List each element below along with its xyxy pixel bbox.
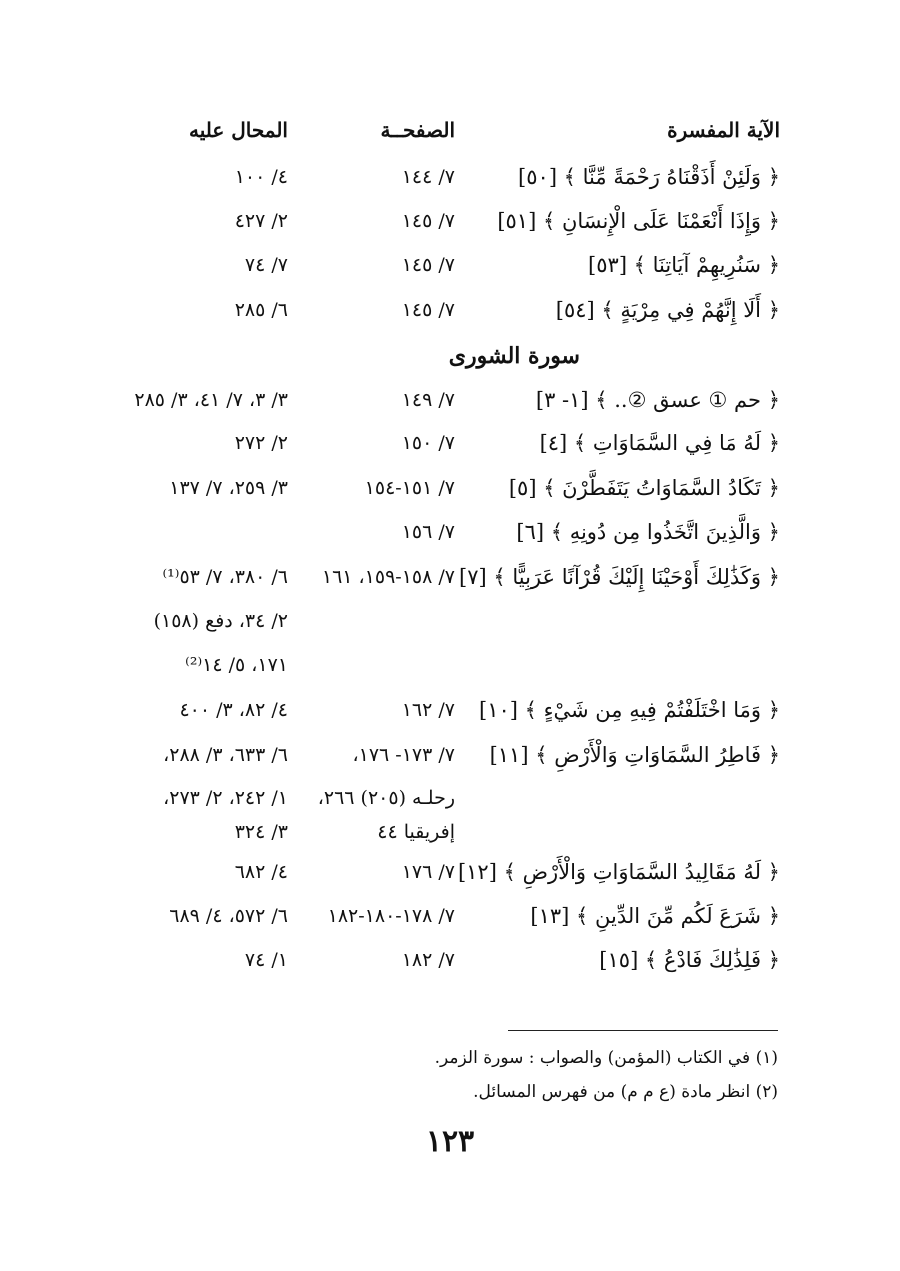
page-cell: ٧/ ١٥١-١٥٤ bbox=[364, 477, 455, 499]
footnote: (١) في الكتاب (المؤمن) والصواب : سورة الزمر. bbox=[434, 1048, 778, 1068]
verse-cell: ﴿ وَإِذَا أَنْعَمْنَا عَلَى الْإِنسَانِ ﴾ [٥١] bbox=[497, 209, 780, 233]
table-row bbox=[0, 735, 900, 775]
table-row bbox=[0, 468, 900, 508]
ref-cell: ٢/ ٤٢٧ bbox=[234, 210, 288, 232]
verse-cell: ﴿ تَكَادُ السَّمَاوَاتُ يَتَفَطَّرْنَ ﴾ [٥] bbox=[508, 476, 780, 500]
table-row bbox=[0, 812, 900, 852]
ref-cell bbox=[88, 512, 288, 552]
page-cell: ٧/ ١٧٦ bbox=[401, 861, 455, 883]
ref-cell: ٢/ ٢٧٢ bbox=[234, 432, 288, 454]
verse-cell bbox=[490, 812, 780, 852]
verse-cell: ﴿ فَاطِرُ السَّمَاوَاتِ وَالْأَرْضِ ﴾ [١١] bbox=[489, 743, 780, 767]
page-cell: ٧/ ١٨٢ bbox=[401, 949, 455, 971]
sura-heading bbox=[0, 336, 900, 376]
ref-cell: ٣/ ٣٢٤ bbox=[234, 821, 288, 843]
sura-title: سورة الشورى bbox=[448, 343, 580, 369]
page-cell: ٧/ ١٧٣- ١٧٦، bbox=[352, 744, 455, 766]
ref-cell: ١/ ٧٤ bbox=[244, 949, 288, 971]
ref-cell: ٤/ ٦٨٢ bbox=[234, 861, 288, 883]
table-row bbox=[0, 201, 900, 241]
header-verse: الآية المفسرة bbox=[667, 118, 780, 142]
header-ref: المحال عليه bbox=[188, 118, 288, 142]
table-row bbox=[0, 852, 900, 892]
table-row bbox=[0, 645, 900, 685]
verse-cell bbox=[490, 645, 780, 685]
ref-cell: ٦/ ٢٨٥ bbox=[234, 299, 288, 321]
table-row bbox=[0, 512, 900, 552]
ref-cell: ٣/ ٣، ٧/ ٤١، ٣/ ٢٨٥ bbox=[134, 389, 288, 411]
ref-cell: ١٧١، ٥/ ١٤⁽²⁾ bbox=[185, 654, 288, 676]
table-row bbox=[0, 245, 900, 285]
ref-cell: ٧/ ٧٤ bbox=[244, 254, 288, 276]
page-number: ١٢٣ bbox=[425, 1124, 475, 1159]
table-row bbox=[0, 896, 900, 936]
verse-cell: ﴿ لَهُ مَا فِي السَّمَاوَاتِ ﴾ [٤] bbox=[539, 431, 780, 455]
ref-cell: ٣/ ٢٥٩، ٧/ ١٣٧ bbox=[169, 477, 288, 499]
table-header bbox=[0, 110, 900, 150]
table-row bbox=[0, 380, 900, 420]
verse-cell: ﴿ شَرَعَ لَكُم مِّنَ الدِّينِ ﴾ [١٣] bbox=[530, 904, 780, 928]
ref-cell: ٤/ ١٠٠ bbox=[234, 166, 288, 188]
verse-cell: ﴿ وَمَا اخْتَلَفْتُمْ فِيهِ مِن شَيْءٍ ﴾ [١٠] bbox=[479, 698, 780, 722]
page-cell: ٧/ ١٤٤ bbox=[401, 166, 455, 188]
page-cell bbox=[280, 645, 455, 685]
page-cell: رحلـه (٢٠٥) ٢٦٦، bbox=[317, 787, 455, 809]
page-cell: ٧/ ١٧٨-١٨٠-١٨٢ bbox=[327, 905, 455, 927]
table-row bbox=[0, 290, 900, 330]
ref-cell: ٦/ ٥٧٢، ٤/ ٦٨٩ bbox=[169, 905, 288, 927]
page-cell bbox=[280, 601, 455, 641]
verse-cell: ﴿ سَنُرِيهِمْ آيَاتِنَا ﴾ [٥٣] bbox=[588, 253, 780, 277]
ref-cell: ١/ ٢٤٢، ٢/ ٢٧٣، bbox=[163, 787, 288, 809]
table-row bbox=[0, 940, 900, 980]
page-cell: ٧/ ١٤٩ bbox=[401, 389, 455, 411]
verse-cell bbox=[490, 601, 780, 641]
page-cell: ٧/ ١٥٠ bbox=[401, 432, 455, 454]
verse-cell: ﴿ وَلَئِنْ أَذَقْنَاهُ رَحْمَةً مِّنَّا ﴾ [٥٠] bbox=[518, 165, 780, 189]
page-cell: ٧/ ١٤٥ bbox=[401, 254, 455, 276]
page-cell: ٧/ ١٥٦ bbox=[401, 521, 455, 543]
footnote: (٢) انظر مادة (ع م م) من فهرس المسائل. bbox=[473, 1082, 778, 1102]
ref-cell: ٦/ ٣٨٠، ٧/ ٥٣⁽¹⁾ bbox=[162, 566, 288, 588]
verse-cell: ﴿ وَالَّذِينَ اتَّخَذُوا مِن دُونِهِ ﴾ [٦] bbox=[516, 520, 780, 544]
verse-cell: ﴿ حم ① عسق ②.. ﴾ [١- ٣] bbox=[535, 388, 780, 412]
verse-cell: ﴿ أَلَا إِنَّهُمْ فِي مِرْيَةٍ ﴾ [٥٤] bbox=[555, 298, 780, 322]
verse-cell: ﴿ لَهُ مَقَالِيدُ السَّمَاوَاتِ وَالْأَرْضِ ﴾ [١٢] bbox=[457, 860, 780, 884]
ref-cell: ٤/ ٨٢، ٣/ ٤٠٠ bbox=[179, 699, 288, 721]
page-cell: إفريقيا ٤٤ bbox=[377, 821, 455, 843]
table-row bbox=[0, 601, 900, 641]
page-cell: ٧/ ١٥٨-١٥٩، ١٦١ bbox=[321, 566, 455, 588]
footnote-divider bbox=[508, 1030, 778, 1031]
page-cell: ٧/ ١٤٥ bbox=[401, 210, 455, 232]
table-row bbox=[0, 423, 900, 463]
ref-cell: ٢/ ٣٤، دفع (١٥٨) bbox=[153, 610, 288, 632]
table-row bbox=[0, 557, 900, 597]
header-page: الصفحــة bbox=[380, 118, 455, 142]
verse-cell: ﴿ فَلِذَٰلِكَ فَادْعُ ﴾ [١٥] bbox=[599, 948, 780, 972]
ref-cell: ٦/ ٦٣٣، ٣/ ٢٨٨، bbox=[163, 744, 288, 766]
verse-cell: ﴿ وَكَذَٰلِكَ أَوْحَيْنَا إِلَيْكَ قُرْآنًا عَرَبِيًّا ﴾ [٧] bbox=[459, 565, 780, 589]
table-row bbox=[0, 157, 900, 197]
page-cell: ٧/ ١٦٢ bbox=[401, 699, 455, 721]
page-cell: ٧/ ١٤٥ bbox=[401, 299, 455, 321]
table-row bbox=[0, 690, 900, 730]
